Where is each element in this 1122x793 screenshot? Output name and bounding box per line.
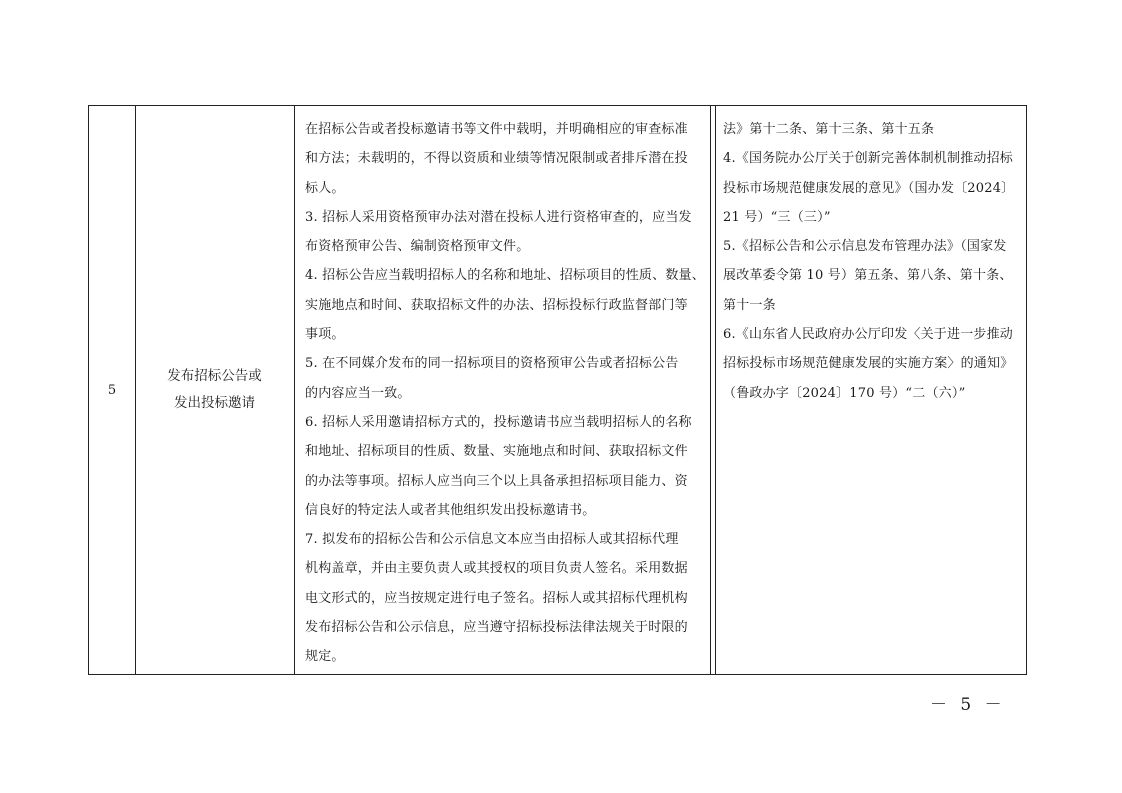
requirements-line: 规定。 (305, 649, 345, 665)
requirements-line: 电文形式的，应当按规定进行电子签名。招标人或其招标代理机构 (305, 590, 688, 606)
requirements-line: 3. 招标人采用资格预审办法对潜在投标人进行资格审查的，应当发 (305, 209, 692, 225)
legal-basis-line: 法》第十二条、第十三条、第十五条 (723, 122, 935, 137)
row-number-cell (89, 106, 135, 674)
requirements-line: 和地址、招标项目的性质、数量、实施地点和时间、获取招标文件 (305, 444, 688, 460)
requirements-line: 4. 招标公告应当载明招标人的名称和地址、招标项目的性质、数量、 (305, 268, 705, 284)
legal-basis-line: 4.《国务院办公厅关于创新完善体制机制推动招标 (723, 151, 1014, 167)
item-name-cell (135, 106, 294, 674)
legal-basis-line: （鲁政办字〔2024〕170 号）“二（六）” (723, 385, 966, 401)
item-name-line: 发出投标邀请 (174, 395, 255, 411)
requirements-line: 布资格预审公告、编制资格预审文件。 (305, 239, 530, 255)
requirements-line: 实施地点和时间、获取招标文件的办法、招标投标行政监督部门等 (305, 297, 688, 313)
legal-basis-line: 招标投标市场规范健康发展的实施方案〉的通知》 (723, 356, 1014, 372)
legal-basis-line: 第十一条 (723, 297, 776, 313)
content-table (88, 105, 1027, 675)
legal-basis-line: 展改革委令第 10 号）第五条、第八条、第十条、 (723, 268, 1013, 284)
page-number: － 5 － (930, 695, 1006, 715)
requirements-line: 机构盖章，并由主要负责人或其授权的项目负责人签名。采用数据 (305, 561, 688, 577)
legal-basis-line: 5.《招标公告和公示信息发布管理办法》（国家发 (723, 239, 1007, 255)
requirements-line: 发布招标公告和公示信息，应当遵守招标投标法律法规关于时限的 (305, 620, 688, 636)
requirements-line: 的办法等事项。招标人应当向三个以上具备承担招标项目能力、资 (305, 473, 688, 489)
requirements-line: 6. 招标人采用邀请招标方式的，投标邀请书应当载明招标人的名称 (305, 414, 692, 430)
requirements-cell (295, 106, 710, 674)
requirements-line: 在招标公告或者投标邀请书等文件中载明，并明确相应的审查标准 (305, 122, 688, 137)
requirements-line: 和方法；未载明的，不得以资质和业绩等情况限制或者排斥潜在投 (305, 151, 688, 167)
legal-basis-line: 21 号）“三（三）” (723, 209, 831, 225)
item-name-line: 发布招标公告或 (167, 368, 262, 384)
requirements-line: 标人。 (305, 180, 345, 196)
requirements-line: 7. 拟发布的招标公告和公示信息文本应当由招标人或其招标代理 (305, 532, 679, 548)
requirements-line: 信良好的特定法人或者其他组织发出投标邀请书。 (305, 502, 596, 518)
legal-basis-line: 投标市场规范健康发展的意见》（国办发〔2024〕 (723, 180, 1015, 196)
row-number: 5 (107, 382, 117, 398)
requirements-line: 的内容应当一致。 (305, 385, 411, 401)
column-divider (710, 106, 711, 674)
requirements-line: 5. 在不同媒介发布的同一招标项目的资格预审公告或者招标公告 (305, 356, 679, 372)
legal-basis-cell (715, 106, 1027, 674)
legal-basis-line: 6.《山东省人民政府办公厅印发〈关于进一步推动 (723, 327, 1014, 343)
requirements-line: 事项。 (305, 327, 345, 343)
